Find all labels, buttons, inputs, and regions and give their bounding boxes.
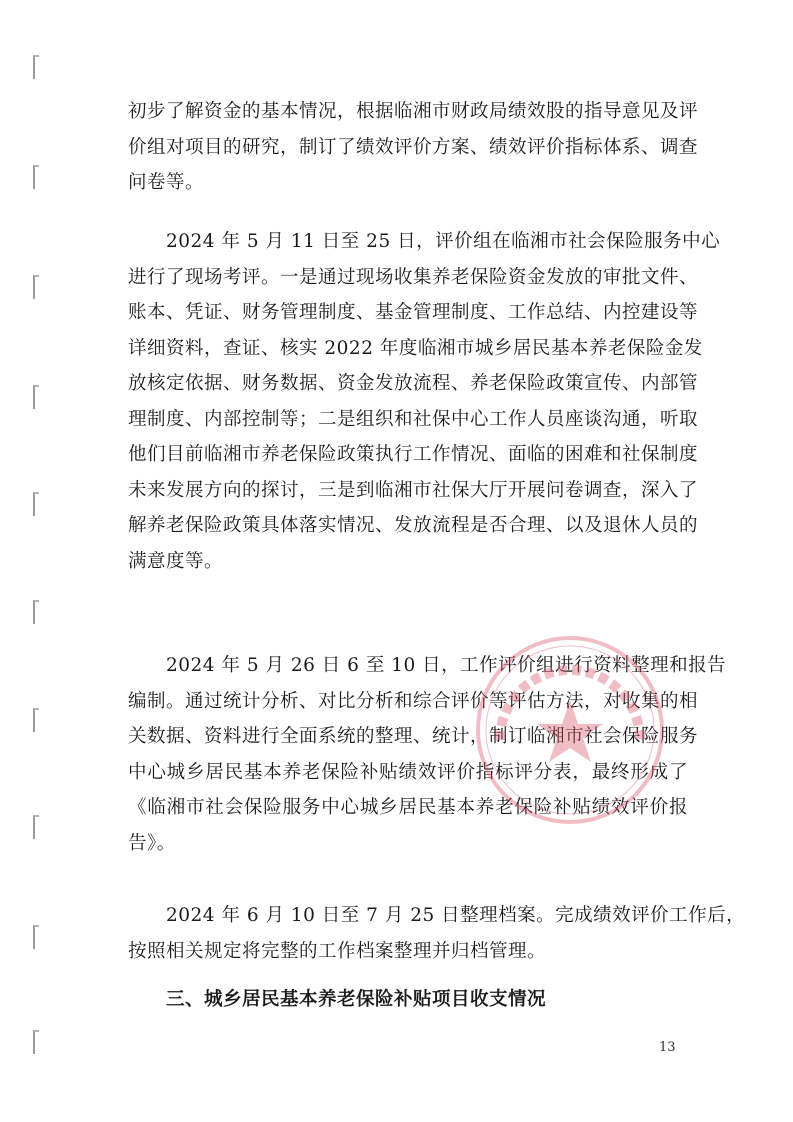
binding-mark: [33, 492, 39, 516]
binding-mark: [33, 925, 39, 949]
text-line: 未来发展方向的探讨，三是到临湘市社保大厅开展问卷调查，深入了: [128, 479, 699, 501]
text-line: 初步了解资金的基本情况，根据临湘市财政局绩效股的指导意见及评: [128, 101, 699, 122]
text-line: 问卷等。: [128, 172, 205, 193]
text-line: 放核定依据、财务数据、资金发放流程、养老保险政策宣传、内部管: [128, 373, 699, 394]
text-line: 编制。通过统计分析、对比分析和综合评价等评估方法，对收集的相: [128, 690, 699, 712]
text-line: 满意度等。: [128, 550, 224, 572]
paragraph-intro-continued: [128, 94, 699, 201]
text-line: 2024 年 5 月 26 日 6 至 10 日，工作评价组进行资料整理和报告: [166, 655, 727, 676]
page-number: 13: [659, 1040, 676, 1055]
text-line: 详细资料，查证、核实 2022 年度临湘市城乡居民基本养老保险金发: [128, 337, 703, 359]
text-line: 按照相关规定将完整的工作档案整理并归档管理。: [128, 940, 547, 962]
binding-mark: [33, 815, 39, 839]
binding-mark: [33, 708, 39, 732]
text-line: 关数据、资料进行全面系统的整理、统计，制订临湘市社会保险服务: [128, 726, 699, 747]
text-line: 2024 年 6 月 10 日至 7 月 25 日整理档案。完成绩效评价工作后，: [166, 905, 746, 926]
binding-mark: [33, 600, 39, 624]
binding-mark: [33, 385, 39, 409]
text-line: 解养老保险政策具体落实情况、发放流程是否合理、以及退休人员的: [128, 515, 699, 536]
binding-mark: [33, 275, 39, 299]
text-line: 理制度、内部控制等；二是组织和社保中心工作人员座谈沟通，听取: [128, 408, 699, 430]
text-line: 2024 年 5 月 11 日至 25 日，评价组在临湘市社会保险服务中心: [166, 231, 721, 252]
text-line: 账本、凭证、财务管理制度、基金管理制度、工作总结、内控建设等: [128, 302, 699, 323]
text-line: 告》。: [128, 832, 176, 854]
text-line: 进行了现场考评。一是通过现场收集养老保险资金发放的审批文件、: [128, 266, 699, 288]
text-line: 中心城乡居民基本养老保险补贴绩效评价指标评分表，最终形成了: [128, 761, 688, 783]
binding-mark: [33, 1030, 39, 1054]
paragraph-field-evaluation: [128, 224, 721, 579]
paragraph-archiving: [128, 898, 746, 969]
section-heading: 三、城乡居民基本养老保险补贴项目收支情况: [166, 989, 547, 1010]
text-line: 《临湘市社会保险服务中心城乡居民基本养老保险补贴绩效评价报: [128, 797, 688, 818]
binding-mark: [33, 165, 39, 189]
paragraph-report-compilation: [128, 648, 727, 861]
text-line: 价组对项目的研究，制订了绩效评价方案、绩效评价指标体系、调查: [128, 136, 699, 158]
binding-mark: [33, 55, 39, 79]
text-line: 他们目前临湘市养老保险政策执行工作情况、面临的困难和社保制度: [128, 444, 699, 465]
